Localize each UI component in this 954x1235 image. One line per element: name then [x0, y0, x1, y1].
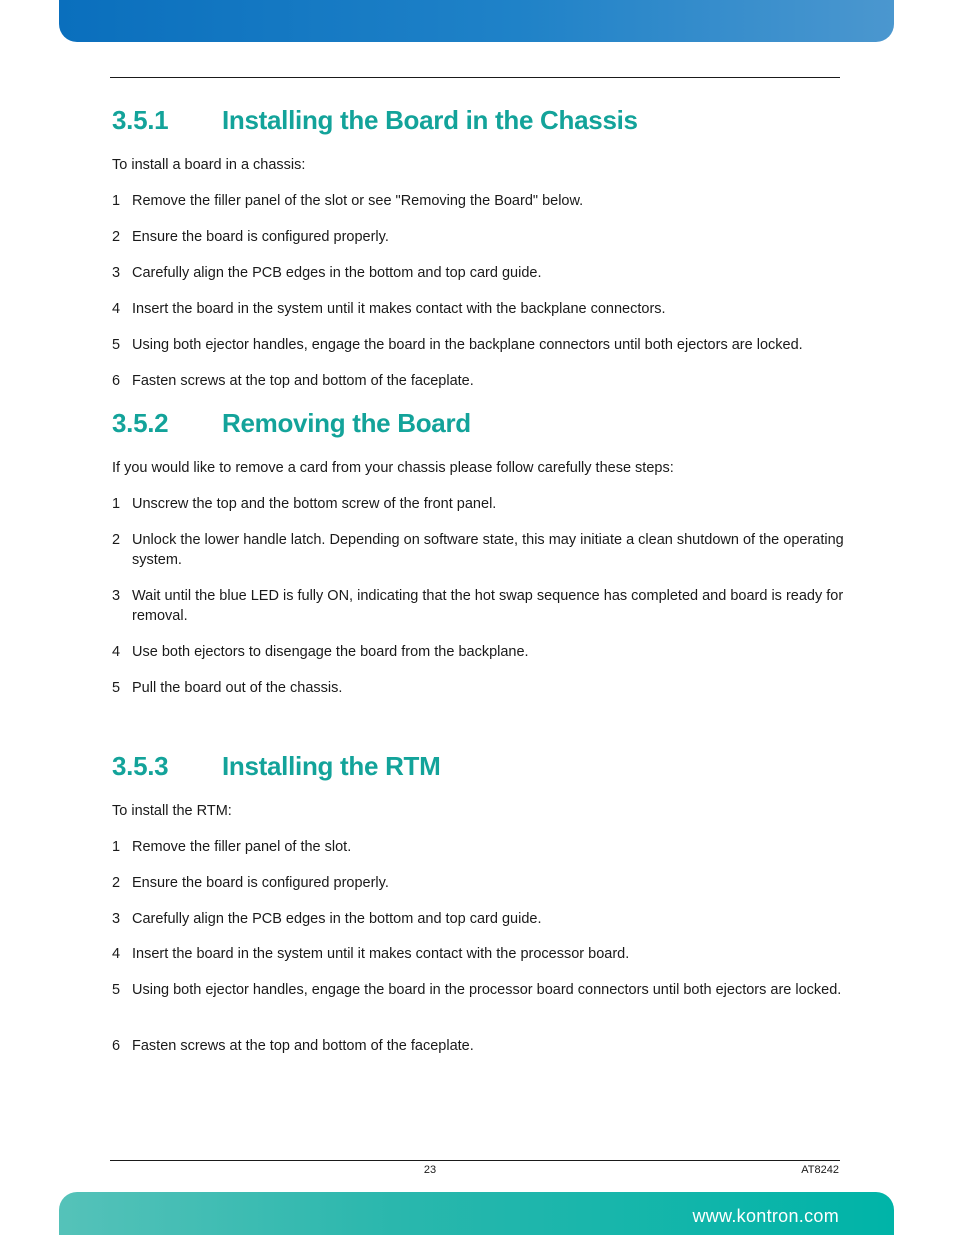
list-item	[112, 873, 847, 893]
list-item	[112, 227, 847, 247]
list-item-number: 1	[112, 839, 121, 855]
list-item-text: Unlock the lower handle latch. Depending on software state, this may initiate a clean shutdown of the operating system.	[132, 532, 844, 568]
list-item-text: Use both ejectors to disengage the board from the backplane.	[132, 644, 529, 660]
list-item-number: 1	[112, 193, 121, 209]
document-id: AT8242	[801, 1164, 839, 1176]
list-item-text: Remove the filler panel of the slot or see "Removing the Board" below.	[132, 193, 584, 209]
list-item-number: 2	[112, 875, 121, 891]
section-number: 3.5.2	[112, 408, 169, 438]
list-item-number: 2	[112, 532, 121, 548]
list-item	[112, 678, 847, 698]
list-item-number: 3	[112, 265, 121, 281]
list-item-number: 4	[112, 946, 121, 962]
list-item	[112, 263, 847, 283]
list-item	[112, 980, 847, 1000]
list-item-number: 6	[112, 1038, 121, 1054]
header-rule	[110, 77, 840, 78]
list-item-text: Remove the filler panel of the slot.	[132, 839, 352, 855]
list-item	[112, 1036, 847, 1056]
list-item-number: 3	[112, 911, 121, 927]
list-item	[112, 944, 847, 964]
section-number: 3.5.3	[112, 751, 169, 781]
section-intro: To install a board in a chassis:	[112, 157, 306, 173]
footer-banner	[59, 1192, 894, 1235]
list-item	[112, 837, 847, 857]
list-item-text: Unscrew the top and the bottom screw of the front panel.	[132, 496, 497, 512]
list-item	[112, 642, 847, 662]
section-title: Installing the Board in the Chassis	[222, 105, 638, 135]
header-banner	[59, 0, 894, 42]
section-title: Removing the Board	[222, 408, 471, 438]
list-item-text: Ensure the board is configured properly.	[132, 875, 389, 891]
list-item	[112, 191, 847, 211]
list-item-text: Carefully align the PCB edges in the bottom and top card guide.	[132, 911, 542, 927]
section-title: Installing the RTM	[222, 751, 441, 781]
list-item-number: 5	[112, 982, 121, 998]
list-item	[112, 371, 847, 391]
list-item	[112, 299, 847, 319]
list-item-text: Using both ejector handles, engage the board in the processor board connectors until both ejectors are locked.	[132, 982, 842, 998]
list-item	[112, 335, 847, 355]
list-item-number: 4	[112, 644, 121, 660]
website-link[interactable]: www.kontron.com	[692, 1206, 839, 1226]
list-item-number: 3	[112, 588, 121, 604]
list-item-text: Pull the board out of the chassis.	[132, 680, 343, 696]
list-item-number: 6	[112, 373, 121, 389]
list-item-text: Wait until the blue LED is fully ON, indicating that the hot swap sequence has completed and board is ready for removal.	[132, 588, 844, 624]
footer-rule	[110, 1160, 840, 1161]
list-item-number: 5	[112, 337, 121, 353]
list-item-text: Insert the board in the system until it makes contact with the backplane connectors.	[132, 301, 666, 317]
page-number: 23	[423, 1164, 437, 1176]
section-intro: To install the RTM:	[112, 803, 232, 819]
list-item-text: Carefully align the PCB edges in the bottom and top card guide.	[132, 265, 542, 281]
list-item-text: Ensure the board is configured properly.	[132, 229, 389, 245]
list-item-text: Fasten screws at the top and bottom of the faceplate.	[132, 373, 474, 389]
section-number: 3.5.1	[112, 105, 169, 135]
list-item-text: Using both ejector handles, engage the board in the backplane connectors until both ejectors are locked.	[132, 337, 803, 353]
list-item-text: Fasten screws at the top and bottom of the faceplate.	[132, 1038, 474, 1054]
list-item	[112, 909, 847, 929]
section-heading-3-5-2	[112, 408, 471, 438]
list-item-number: 2	[112, 229, 121, 245]
section-heading-3-5-3	[112, 751, 440, 781]
section-intro: If you would like to remove a card from your chassis please follow carefully these steps:	[112, 460, 674, 476]
section-heading-3-5-1	[112, 105, 638, 135]
list-item-text: Insert the board in the system until it makes contact with the processor board.	[132, 946, 630, 962]
list-item-number: 1	[112, 496, 121, 512]
list-item	[112, 494, 847, 514]
list-item	[112, 530, 847, 570]
list-item-number: 4	[112, 301, 121, 317]
list-item	[112, 586, 847, 626]
list-item-number: 5	[112, 680, 121, 696]
